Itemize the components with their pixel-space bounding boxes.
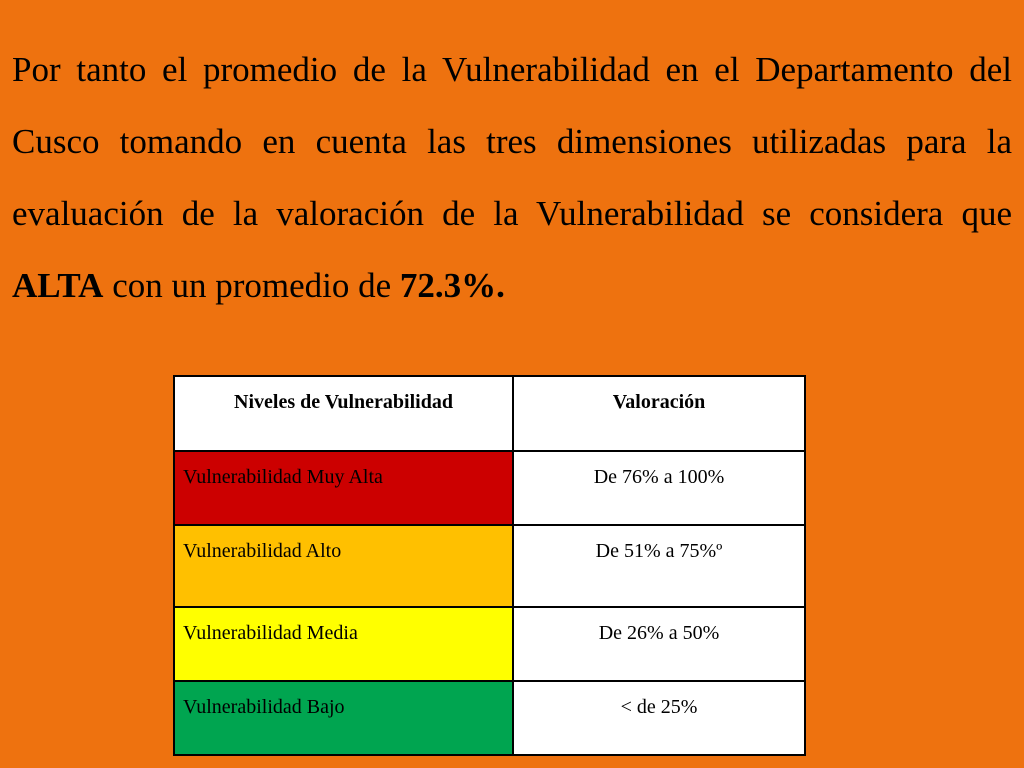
value-cell-muy-alta: De 76% a 100% bbox=[513, 451, 805, 525]
vulnerability-levels-table bbox=[173, 375, 806, 756]
table-row bbox=[174, 607, 805, 681]
table-row bbox=[174, 525, 805, 607]
table-row bbox=[174, 451, 805, 525]
header-levels: Niveles de Vulnerabilidad bbox=[174, 376, 513, 451]
value-cell-bajo: < de 25% bbox=[513, 681, 805, 755]
level-cell-alto: Vulnerabilidad Alto bbox=[174, 525, 513, 607]
summary-text-2: con un promedio de bbox=[103, 266, 400, 305]
average-value-highlight: 72.3% bbox=[399, 266, 497, 305]
level-cell-muy-alta: Vulnerabilidad Muy Alta bbox=[174, 451, 513, 525]
risk-level-highlight: ALTA bbox=[12, 266, 104, 305]
level-cell-bajo: Vulnerabilidad Bajo bbox=[174, 681, 513, 755]
summary-paragraph bbox=[12, 34, 1012, 322]
value-cell-alto: De 51% a 75%º bbox=[513, 525, 805, 607]
level-cell-media: Vulnerabilidad Media bbox=[174, 607, 513, 681]
table-header-row bbox=[174, 376, 805, 451]
table-row bbox=[174, 681, 805, 755]
value-cell-media: De 26% a 50% bbox=[513, 607, 805, 681]
summary-period: . bbox=[496, 266, 505, 305]
header-valuation: Valoración bbox=[513, 376, 805, 451]
summary-text-1: Por tanto el promedio de la Vulnerabilidad en el Departamento del Cusco tomando en cuenta las tres dimensiones utilizadas para la evaluación de la valoración de la Vulnerabilidad se considera que bbox=[12, 50, 1012, 233]
